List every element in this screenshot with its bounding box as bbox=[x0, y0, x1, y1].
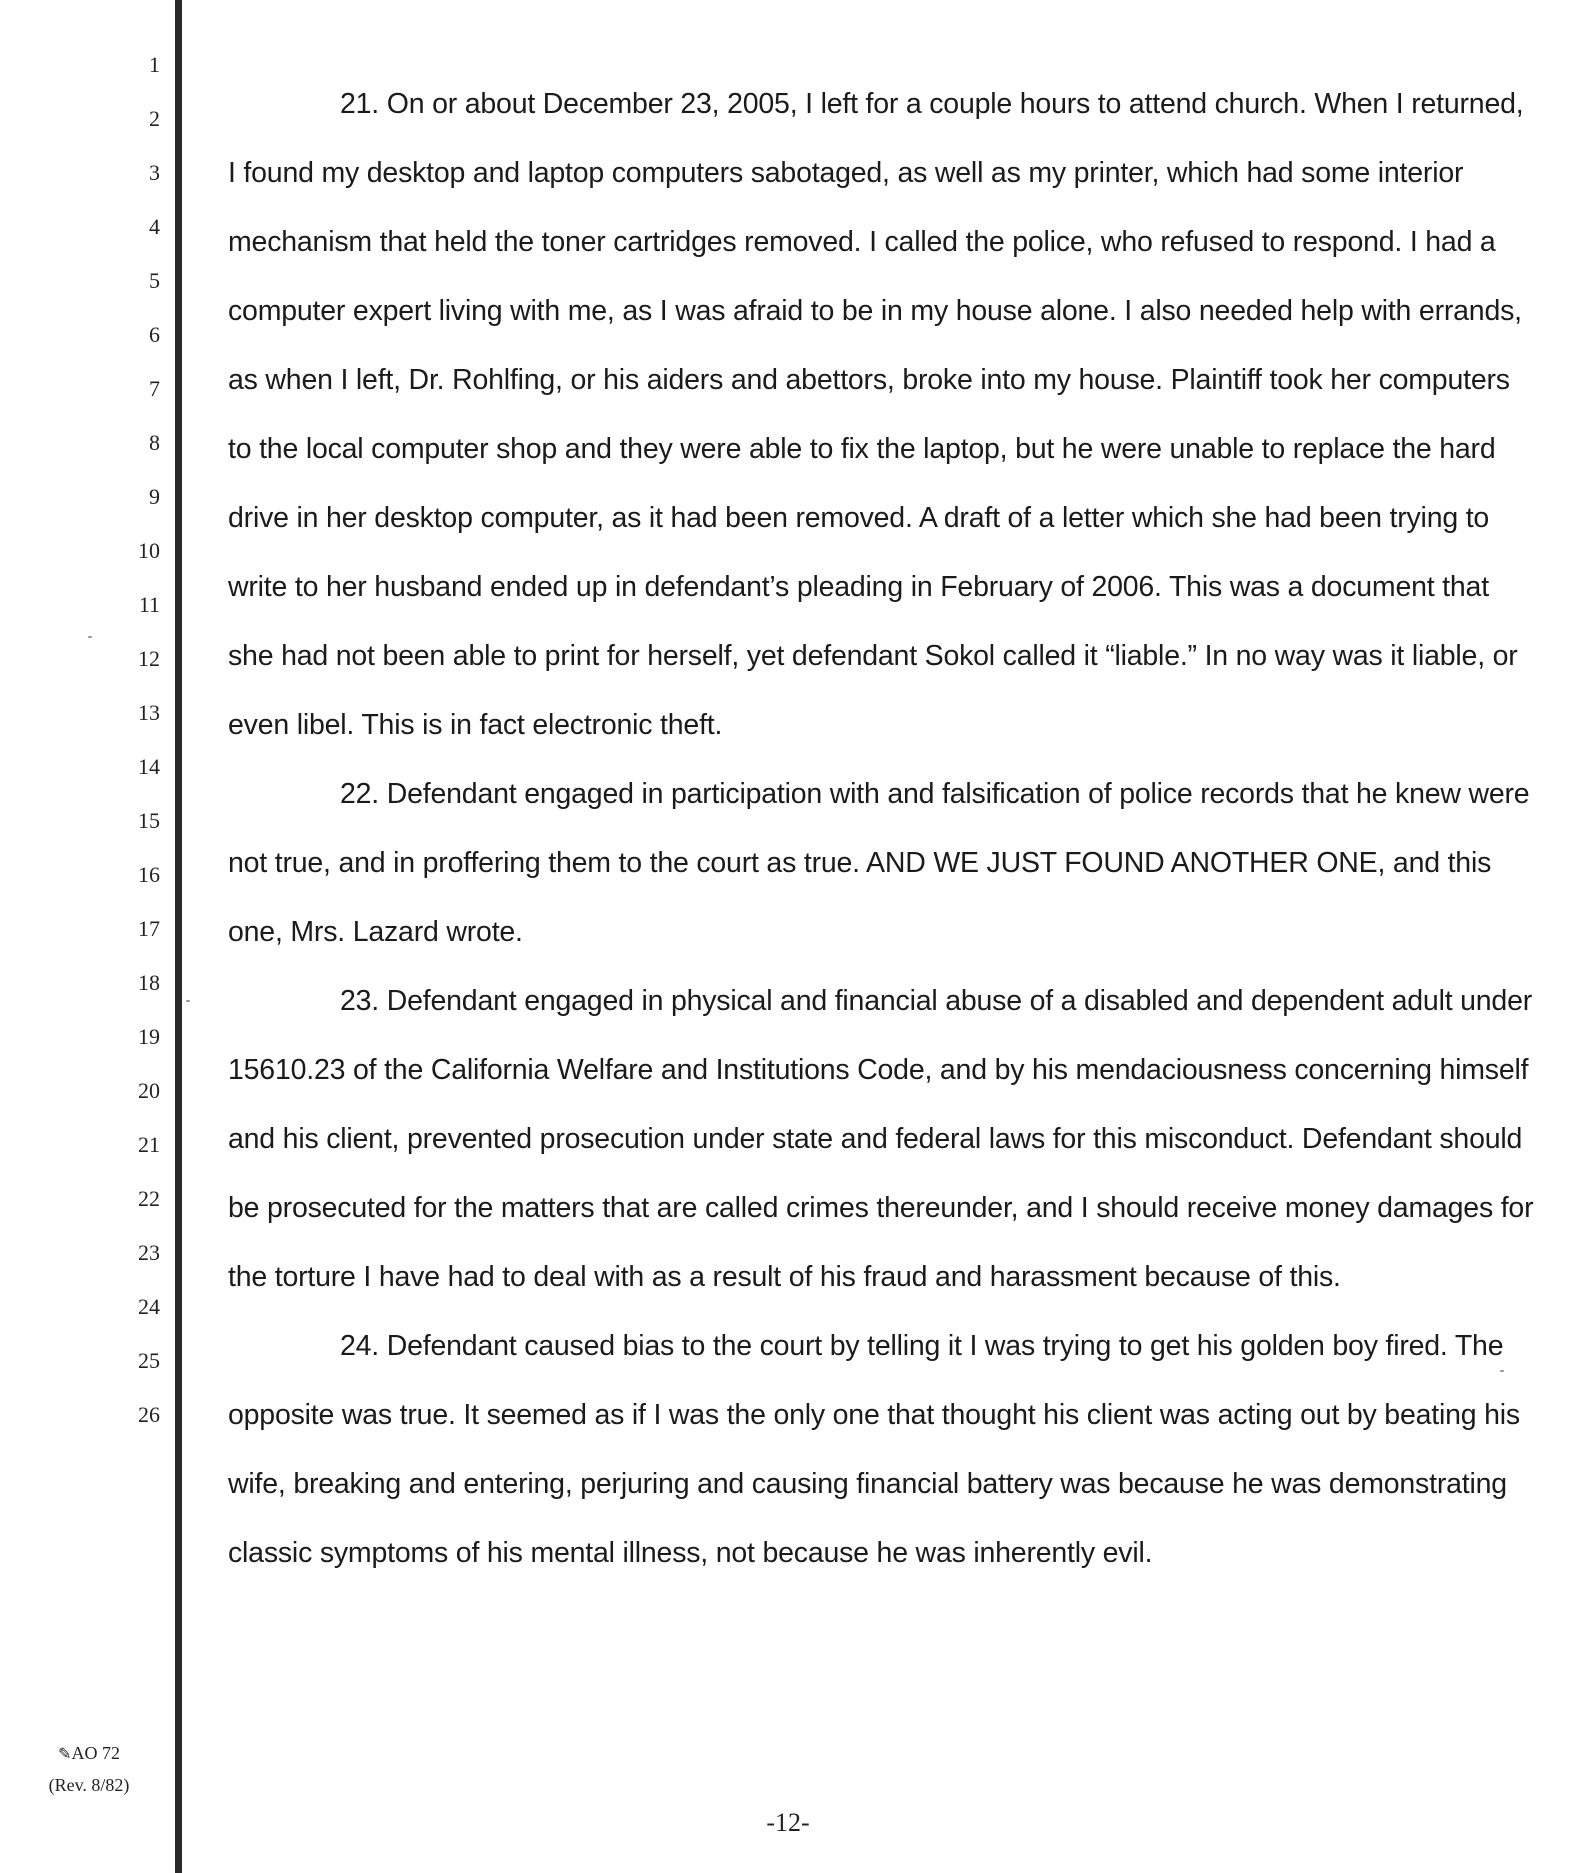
paragraph-21 bbox=[228, 70, 1538, 760]
line-number: 21 bbox=[138, 1132, 160, 1157]
scan-speck bbox=[88, 636, 92, 638]
line-number: 8 bbox=[149, 430, 160, 455]
line-number: 22 bbox=[138, 1186, 160, 1211]
line-number: 11 bbox=[138, 592, 160, 617]
form-code-text: AO 72 bbox=[71, 1743, 120, 1763]
line-number: 13 bbox=[138, 700, 160, 725]
line-number: 1 bbox=[149, 52, 160, 77]
line-number: 4 bbox=[149, 214, 160, 239]
form-code bbox=[34, 1738, 144, 1770]
paragraph-text: On or about December 23, 2005, I left for a couple hours to attend church. When I returned, I found my desktop and laptop computers sabotaged, as well as my printer, which had some interior mechanism that held the toner cartridges removed. I called the police, who refused to respond. I had a computer expert living with me, as I was afraid to be in my house alone. I also needed help with errands, as when I left, Dr. Rohlfing, or his aiders and abettors, broke into my house. Plaintiff took her computers to the local computer shop and they were able to fix the laptop, but he were unable to replace the hard drive in her desktop computer, as it had been removed. A draft of a letter which she had been trying to write to her husband ended up in defendant’s pleading in February of 2006. This was a document that she had not been able to print for herself, yet defendant Sokol called it “liable.” In no way was it liable, or even libel. This is in fact electronic theft. bbox=[228, 88, 1524, 741]
paragraph-number: 22. bbox=[340, 778, 380, 810]
form-identifier bbox=[34, 1738, 144, 1800]
paragraph-number: 23. bbox=[340, 985, 380, 1017]
line-number: 14 bbox=[138, 754, 160, 779]
line-number: 10 bbox=[138, 538, 160, 563]
paragraph-number: 21. bbox=[340, 88, 380, 120]
line-number-column bbox=[80, 0, 160, 1800]
line-number: 18 bbox=[138, 970, 160, 995]
page-number: -12- bbox=[766, 1808, 810, 1837]
scan-speck bbox=[1500, 1370, 1504, 1372]
line-number: 20 bbox=[138, 1078, 160, 1103]
line-number: 2 bbox=[149, 106, 160, 131]
left-margin-rule bbox=[175, 0, 182, 1873]
paragraph-24 bbox=[228, 1312, 1538, 1588]
scan-speck bbox=[186, 1000, 190, 1002]
paragraph-22 bbox=[228, 760, 1538, 967]
line-number: 15 bbox=[138, 808, 160, 833]
line-number: 7 bbox=[149, 376, 160, 401]
document-body bbox=[228, 70, 1538, 1588]
paragraph-text: Defendant engaged in participation with and falsification of police records that he knew were not true, and in proffering them to the court as true. AND WE JUST FOUND ANOTHER ONE, and this one, Mrs. Lazard wrote. bbox=[228, 778, 1530, 948]
paragraph-number: 24. bbox=[340, 1330, 380, 1362]
paragraph-23 bbox=[228, 967, 1538, 1312]
line-number: 6 bbox=[149, 322, 160, 347]
line-number: 19 bbox=[138, 1024, 160, 1049]
line-number: 23 bbox=[138, 1240, 160, 1265]
line-number: 3 bbox=[149, 160, 160, 185]
line-number: 12 bbox=[138, 646, 160, 671]
line-number: 24 bbox=[138, 1294, 160, 1319]
paragraph-text: Defendant caused bias to the court by telling it I was trying to get his golden boy fired. The opposite was true. It seemed as if I was the only one that thought his client was acting out by beating his wife, breaking and entering, perjuring and causing financial battery was because he was demonstrating classic symptoms of his mental illness, not because he was inherently evil. bbox=[228, 1330, 1520, 1569]
line-number: 5 bbox=[149, 268, 160, 293]
line-number: 16 bbox=[138, 862, 160, 887]
line-number: 26 bbox=[138, 1402, 160, 1427]
pencil-icon: ✎ bbox=[58, 1746, 72, 1763]
line-number: 25 bbox=[138, 1348, 160, 1373]
paragraph-text: Defendant engaged in physical and financial abuse of a disabled and dependent adult under 15610.23 of the California Welfare and Institutions Code, and by his mendaciousness concerning himself and his client, prevented prosecution under state and federal laws for this misconduct. Defendant should be prosecuted for the matters that are called crimes thereunder, and I should receive money damages for the torture I have had to deal with as a result of his fraud and harassment because of this. bbox=[228, 985, 1534, 1293]
line-number: 9 bbox=[149, 484, 160, 509]
line-number: 17 bbox=[138, 916, 160, 941]
form-revision: (Rev. 8/82) bbox=[48, 1775, 130, 1795]
